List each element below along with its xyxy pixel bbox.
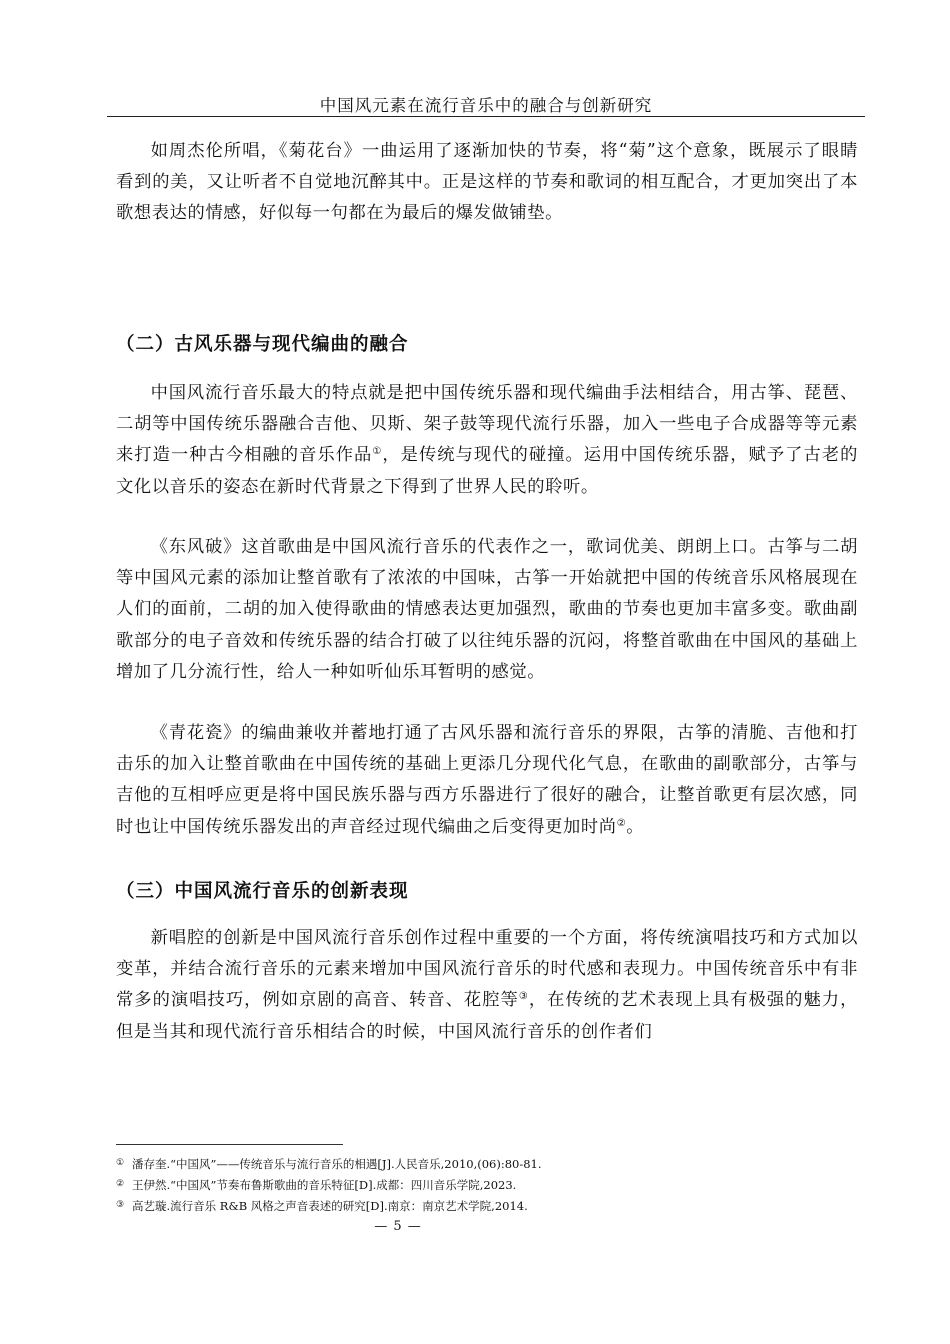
footnote-item (116, 1195, 858, 1216)
footnote-item (116, 1153, 858, 1174)
paragraph-text: 。 (626, 816, 645, 837)
paragraph-juhuatai (116, 136, 858, 230)
page-number: — 5 — (374, 1219, 422, 1234)
footnote-rule (116, 1144, 343, 1145)
paragraph-text: 如周杰伦所唱，《菊花台》一曲运用了逐渐加快的节奏，将“菊”这个意象，既展示了眼睛看到的美，又让听者不自觉地沉醉其中。正是这样的节奏和歌词的相互配合，才更加突出了本歌想表达的情感，好似每一句都在为最后的爆发做铺垫。 (116, 141, 858, 224)
header-rule (107, 116, 865, 117)
paragraph-text: 《东风破》这首歌曲是中国风流行音乐的代表作之一，歌词优美、朗朗上口。古筝与二胡等中国风元素的添加让整首歌有了浓浓的中国味，古筝一开始就把中国的传统音乐风格展现在人们的面前，二胡的加入使得歌曲的情感表达更加强烈，歌曲的节奏也更加丰富多变。歌曲副歌部分的电子音效和传统乐器的结合打破了以往纯乐器的沉闷，将整首歌曲在中国风的基础上增加了几分流行性，给人一种如听仙乐耳暂明的感觉。 (116, 537, 858, 682)
paragraph-singing (116, 923, 858, 1048)
footnote-mark: ② (116, 1179, 125, 1189)
paragraph-text: 新唱腔的创新是中国风流行音乐创作过程中重要的一个方面，将传统演唱技巧和方式加以变革，并结合流行音乐的元素来增加中国风流行音乐的时代感和表现力。中国传统音乐中有非常多的演唱技巧，例如京剧的高音、转音、花腔等 (116, 928, 858, 1011)
footnote-mark: ③ (116, 1200, 125, 1210)
footnote-mark: ① (116, 1158, 125, 1168)
footnote-text: 王伊然.“中国风”节奏布鲁斯歌曲的音乐特征[D].成都：四川音乐学院,2023. (132, 1178, 517, 1192)
footnote-text: 潘存奎.“中国风”——传统音乐与流行音乐的相遇[J].人民音乐,2010,(06):80-81. (132, 1157, 542, 1171)
paragraph-text: ，在传统的艺术表现上具有极强的魅力，但是当其和现代流行音乐相结合的时候，中国风流行音乐的创作者们 (116, 990, 858, 1042)
paragraph-instruments (116, 378, 858, 503)
running-header: 中国风元素在流行音乐中的融合与创新研究 (319, 96, 653, 115)
footnotes (116, 1153, 858, 1216)
footnote-item (116, 1174, 858, 1195)
paragraph-text: 《青花瓷》的编曲兼收并蓄地打通了古风乐器和流行音乐的界限，古筝的清脆、吉他和打击乐的加入让整首歌曲在中国传统的基础上更添几分现代化气息，在歌曲的副歌部分，古筝与吉他的互相呼应更是将中国民族乐器与西方乐器进行了很好的融合，让整首歌更有层次感，同时也让中国传统乐器发出的声音经过现代编曲之后变得更加时尚 (116, 723, 858, 837)
paragraph-text: 中国风流行音乐最大的特点就是把中国传统乐器和现代编曲手法相结合，用古筝、琵琶、二胡等中国传统乐器融合吉他、贝斯、架子鼓等现代流行乐器，加入一些电子合成器等等元素来打造一种古今相融的音乐作品 (116, 383, 858, 466)
paragraph-dongfengpo (116, 532, 858, 688)
section-heading-3: （三）中国风流行音乐的创新表现 (116, 881, 409, 902)
section-heading-2: （二）古风乐器与现代编曲的融合 (116, 334, 409, 355)
footnote-ref-2[interactable]: ② (616, 817, 627, 829)
footnote-ref-3[interactable]: ③ (518, 991, 529, 1003)
footnote-ref-1[interactable]: ① (372, 446, 383, 458)
footnote-text: 高艺璇.流行音乐 R&B 风格之声音表述的研究[D].南京：南京艺术学院,2014. (132, 1199, 528, 1213)
paragraph-text: ，是传统与现代的碰撞。运用中国传统乐器，赋予了古老的文化以音乐的姿态在新时代背景之下得到了世界人民的聆听。 (116, 445, 858, 497)
paragraph-qinghuaci (116, 718, 858, 843)
